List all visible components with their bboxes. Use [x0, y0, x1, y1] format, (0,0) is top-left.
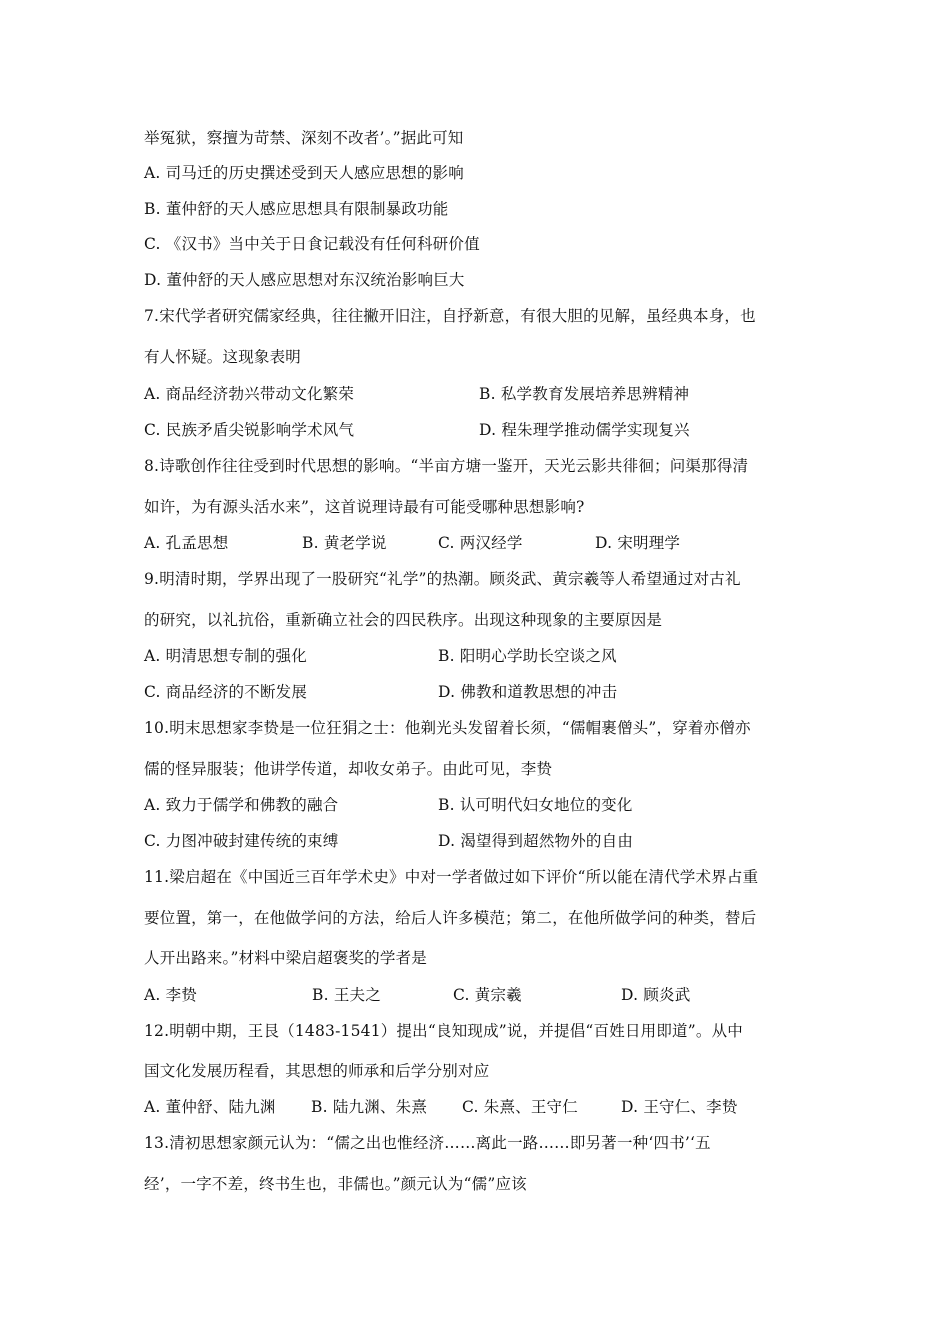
question-10-option-b: B. 认可明代妇女地位的变化 — [438, 796, 633, 814]
question-8-option-b: B. 黄老学说 — [302, 534, 387, 552]
question-7-option-b: B. 私学教育发展培养思辨精神 — [479, 385, 690, 403]
question-8-stem: 8.诗歌创作往往受到时代思想的影响。“半亩方塘一鉴开，天光云影共徘徊；问渠那得清 — [144, 457, 749, 475]
question-11-stem: 11.梁启超在《中国近三百年学术史》中对一学者做过如下评价“所以能在清代学术界占重 — [144, 868, 759, 886]
question-13-stem: 13.清初思想家颜元认为：“儒之出也惟经济……离此一路……即另著一种‘四书’‘五 — [144, 1134, 711, 1152]
question-12-option-c: C. 朱熹、王守仁 — [462, 1098, 578, 1116]
question-9-stem-cont: 的研究，以礼抗俗，重新确立社会的四民秩序。出现这种现象的主要原因是 — [144, 611, 663, 629]
question-10-option-a: A. 致力于儒学和佛教的融合 — [144, 796, 339, 814]
question-6-option-a: A. 司马迁的历史撰述受到天人感应思想的影响 — [144, 164, 464, 182]
question-6-option-b: B. 董仲舒的天人感应思想具有限制暴政功能 — [144, 200, 449, 218]
question-8-option-d: D. 宋明理学 — [595, 534, 681, 552]
question-6-option-d: D. 董仲舒的天人感应思想对东汉统治影响巨大 — [144, 271, 465, 289]
question-6-option-c: C. 《汉书》当中关于日食记载没有任何科研价值 — [144, 235, 480, 253]
question-10-stem: 10.明末思想家李贽是一位狂狷之士：他剃光头发留着长须，“儒帽裹僧头”，穿着亦僧亦 — [144, 719, 751, 737]
question-11-option-c: C. 黄宗羲 — [453, 986, 522, 1004]
question-7-stem-cont: 有人怀疑。这现象表明 — [144, 348, 302, 366]
question-7-option-c: C. 民族矛盾尖锐影响学术风气 — [144, 421, 355, 439]
question-10-option-c: C. 力图冲破封建传统的束缚 — [144, 832, 339, 850]
question-13-stem-cont: 经’，一字不差，终书生也，非儒也。”颜元认为“儒”应该 — [144, 1175, 527, 1193]
question-7-stem: 7.宋代学者研究儒家经典，往往撇开旧注，自抒新意，有很大胆的见解，虽经典本身，也 — [144, 307, 756, 325]
question-8-option-c: C. 两汉经学 — [438, 534, 523, 552]
question-12-stem: 12.明朝中期，王艮（1483-1541）提出“良知现成”说，并提倡“百姓日用即道”。从中 — [144, 1022, 743, 1040]
question-10-stem-cont: 儒的怪异服装；他讲学传道，却收女弟子。由此可见，李贽 — [144, 760, 553, 778]
question-11-option-d: D. 顾炎武 — [621, 986, 691, 1004]
question-12-option-d: D. 王守仁、李贽 — [621, 1098, 738, 1116]
question-11-stem-cont: 要位置，第一，在他做学问的方法，给后人许多模范；第二，在他所做学问的种类，替后 — [144, 909, 757, 927]
question-7-option-a: A. 商品经济勃兴带动文化繁荣 — [144, 385, 355, 403]
question-11-option-b: B. 王夫之 — [312, 986, 381, 1004]
question-9-stem: 9.明清时期，学界出现了一股研究“礼学”的热潮。顾炎武、黄宗羲等人希望通过对古礼 — [144, 570, 741, 588]
question-10-option-d: D. 渴望得到超然物外的自由 — [438, 832, 634, 850]
question-8-stem-cont: 如许，为有源头活水来”，这首说理诗最有可能受哪种思想影响? — [144, 498, 585, 516]
question-7-option-d: D. 程朱理学推动儒学实现复兴 — [479, 421, 690, 439]
question-6-stem-end: 举冤狱，察擅为苛禁、深刻不改者’。”据此可知 — [144, 129, 464, 147]
question-8-option-a: A. 孔孟思想 — [144, 534, 229, 552]
question-9-option-c: C. 商品经济的不断发展 — [144, 683, 308, 701]
question-9-option-d: D. 佛教和道教思想的冲击 — [438, 683, 618, 701]
question-9-option-b: B. 阳明心学助长空谈之风 — [438, 647, 617, 665]
question-9-option-a: A. 明清思想专制的强化 — [144, 647, 307, 665]
question-11-stem-cont-2: 人开出路来。”材料中梁启超褒奖的学者是 — [144, 949, 427, 967]
question-12-option-a: A. 董仲舒、陆九渊 — [144, 1098, 276, 1116]
question-12-stem-cont: 国文化发展历程看，其思想的师承和后学分别对应 — [144, 1062, 490, 1080]
question-12-option-b: B. 陆九渊、朱熹 — [311, 1098, 428, 1116]
question-11-option-a: A. 李贽 — [144, 986, 198, 1004]
